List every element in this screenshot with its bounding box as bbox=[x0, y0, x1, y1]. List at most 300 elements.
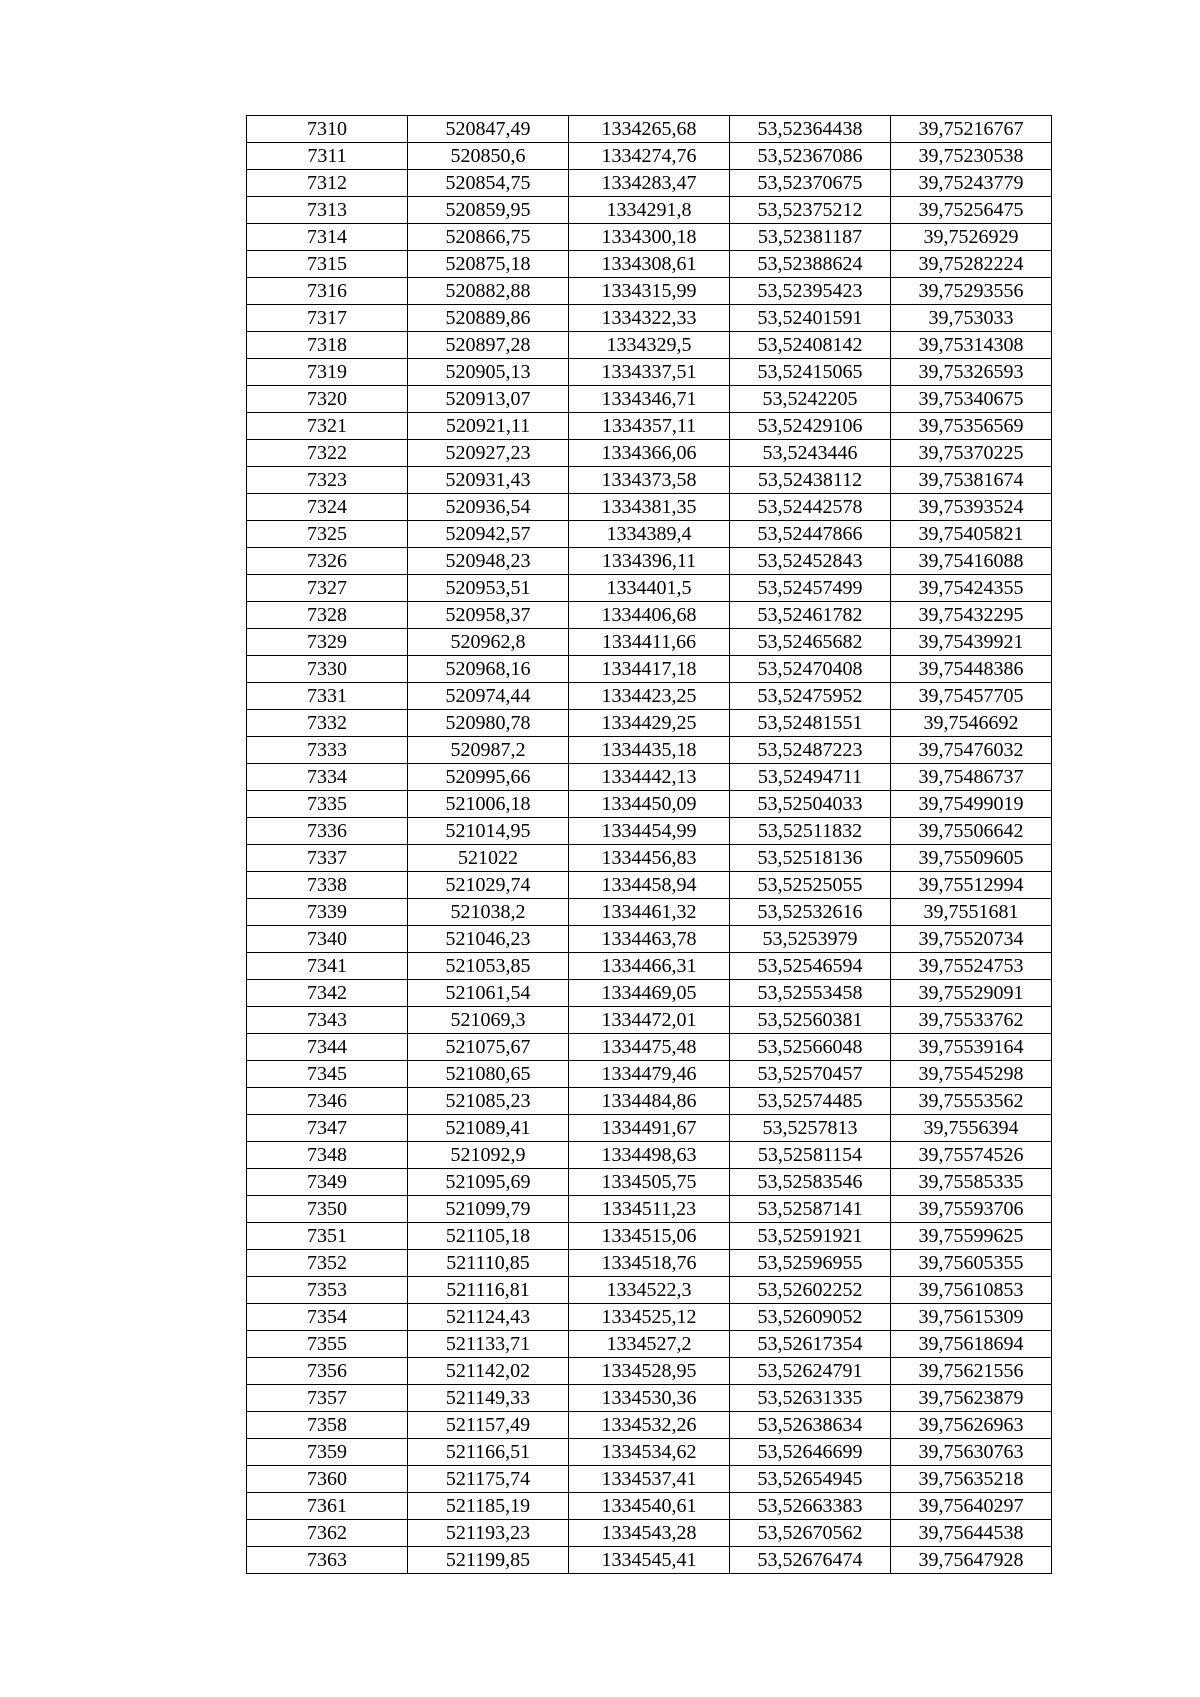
y-coordinate-cell: 1334458,94 bbox=[569, 872, 730, 899]
coordinates-table-body bbox=[247, 116, 1052, 1574]
latitude-cell: 53,52670562 bbox=[730, 1520, 891, 1547]
latitude-cell: 53,52525055 bbox=[730, 872, 891, 899]
latitude-cell: 53,52511832 bbox=[730, 818, 891, 845]
point-number-cell: 7338 bbox=[247, 872, 408, 899]
y-coordinate-cell: 1334528,95 bbox=[569, 1358, 730, 1385]
point-number-cell: 7347 bbox=[247, 1115, 408, 1142]
y-coordinate-cell: 1334454,99 bbox=[569, 818, 730, 845]
point-number-cell: 7328 bbox=[247, 602, 408, 629]
latitude-cell: 53,52609052 bbox=[730, 1304, 891, 1331]
longitude-cell: 39,75393524 bbox=[891, 494, 1052, 521]
y-coordinate-cell: 1334537,41 bbox=[569, 1466, 730, 1493]
y-coordinate-cell: 1334308,61 bbox=[569, 251, 730, 278]
point-number-cell: 7314 bbox=[247, 224, 408, 251]
point-number-cell: 7316 bbox=[247, 278, 408, 305]
x-coordinate-cell: 521092,9 bbox=[408, 1142, 569, 1169]
x-coordinate-cell: 521175,74 bbox=[408, 1466, 569, 1493]
x-coordinate-cell: 520948,23 bbox=[408, 548, 569, 575]
x-coordinate-cell: 520953,51 bbox=[408, 575, 569, 602]
point-number-cell: 7330 bbox=[247, 656, 408, 683]
longitude-cell: 39,75539164 bbox=[891, 1034, 1052, 1061]
table-row bbox=[247, 143, 1052, 170]
latitude-cell: 53,52560381 bbox=[730, 1007, 891, 1034]
y-coordinate-cell: 1334265,68 bbox=[569, 116, 730, 143]
latitude-cell: 53,52447866 bbox=[730, 521, 891, 548]
x-coordinate-cell: 520936,54 bbox=[408, 494, 569, 521]
x-coordinate-cell: 520927,23 bbox=[408, 440, 569, 467]
table-row bbox=[247, 683, 1052, 710]
y-coordinate-cell: 1334472,01 bbox=[569, 1007, 730, 1034]
latitude-cell: 53,52481551 bbox=[730, 710, 891, 737]
point-number-cell: 7353 bbox=[247, 1277, 408, 1304]
x-coordinate-cell: 521089,41 bbox=[408, 1115, 569, 1142]
y-coordinate-cell: 1334461,32 bbox=[569, 899, 730, 926]
longitude-cell: 39,7551681 bbox=[891, 899, 1052, 926]
y-coordinate-cell: 1334484,86 bbox=[569, 1088, 730, 1115]
point-number-cell: 7339 bbox=[247, 899, 408, 926]
y-coordinate-cell: 1334515,06 bbox=[569, 1223, 730, 1250]
x-coordinate-cell: 521069,3 bbox=[408, 1007, 569, 1034]
longitude-cell: 39,75524753 bbox=[891, 953, 1052, 980]
y-coordinate-cell: 1334366,06 bbox=[569, 440, 730, 467]
longitude-cell: 39,75405821 bbox=[891, 521, 1052, 548]
latitude-cell: 53,52470408 bbox=[730, 656, 891, 683]
longitude-cell: 39,75640297 bbox=[891, 1493, 1052, 1520]
latitude-cell: 53,52367086 bbox=[730, 143, 891, 170]
longitude-cell: 39,75216767 bbox=[891, 116, 1052, 143]
y-coordinate-cell: 1334429,25 bbox=[569, 710, 730, 737]
point-number-cell: 7310 bbox=[247, 116, 408, 143]
y-coordinate-cell: 1334442,13 bbox=[569, 764, 730, 791]
latitude-cell: 53,52676474 bbox=[730, 1547, 891, 1574]
y-coordinate-cell: 1334525,12 bbox=[569, 1304, 730, 1331]
x-coordinate-cell: 520850,6 bbox=[408, 143, 569, 170]
x-coordinate-cell: 521006,18 bbox=[408, 791, 569, 818]
point-number-cell: 7329 bbox=[247, 629, 408, 656]
x-coordinate-cell: 520987,2 bbox=[408, 737, 569, 764]
x-coordinate-cell: 521053,85 bbox=[408, 953, 569, 980]
latitude-cell: 53,5253979 bbox=[730, 926, 891, 953]
longitude-cell: 39,75610853 bbox=[891, 1277, 1052, 1304]
table-row bbox=[247, 440, 1052, 467]
y-coordinate-cell: 1334540,61 bbox=[569, 1493, 730, 1520]
point-number-cell: 7336 bbox=[247, 818, 408, 845]
longitude-cell: 39,75476032 bbox=[891, 737, 1052, 764]
y-coordinate-cell: 1334469,05 bbox=[569, 980, 730, 1007]
x-coordinate-cell: 521046,23 bbox=[408, 926, 569, 953]
y-coordinate-cell: 1334475,48 bbox=[569, 1034, 730, 1061]
point-number-cell: 7356 bbox=[247, 1358, 408, 1385]
latitude-cell: 53,52570457 bbox=[730, 1061, 891, 1088]
latitude-cell: 53,52583546 bbox=[730, 1169, 891, 1196]
point-number-cell: 7331 bbox=[247, 683, 408, 710]
latitude-cell: 53,52566048 bbox=[730, 1034, 891, 1061]
table-row bbox=[247, 818, 1052, 845]
y-coordinate-cell: 1334543,28 bbox=[569, 1520, 730, 1547]
y-coordinate-cell: 1334435,18 bbox=[569, 737, 730, 764]
table-row bbox=[247, 764, 1052, 791]
point-number-cell: 7345 bbox=[247, 1061, 408, 1088]
coordinates-table bbox=[246, 115, 1052, 1574]
x-coordinate-cell: 520854,75 bbox=[408, 170, 569, 197]
latitude-cell: 53,52624791 bbox=[730, 1358, 891, 1385]
table-row bbox=[247, 197, 1052, 224]
longitude-cell: 39,75326593 bbox=[891, 359, 1052, 386]
longitude-cell: 39,75618694 bbox=[891, 1331, 1052, 1358]
table-row bbox=[247, 980, 1052, 1007]
x-coordinate-cell: 521061,54 bbox=[408, 980, 569, 1007]
x-coordinate-cell: 521193,23 bbox=[408, 1520, 569, 1547]
longitude-cell: 39,75553562 bbox=[891, 1088, 1052, 1115]
longitude-cell: 39,75439921 bbox=[891, 629, 1052, 656]
x-coordinate-cell: 520847,49 bbox=[408, 116, 569, 143]
x-coordinate-cell: 521157,49 bbox=[408, 1412, 569, 1439]
latitude-cell: 53,52429106 bbox=[730, 413, 891, 440]
x-coordinate-cell: 520897,28 bbox=[408, 332, 569, 359]
point-number-cell: 7350 bbox=[247, 1196, 408, 1223]
y-coordinate-cell: 1334283,47 bbox=[569, 170, 730, 197]
longitude-cell: 39,75512994 bbox=[891, 872, 1052, 899]
x-coordinate-cell: 520889,86 bbox=[408, 305, 569, 332]
y-coordinate-cell: 1334456,83 bbox=[569, 845, 730, 872]
y-coordinate-cell: 1334522,3 bbox=[569, 1277, 730, 1304]
latitude-cell: 53,52452843 bbox=[730, 548, 891, 575]
table-row bbox=[247, 224, 1052, 251]
latitude-cell: 53,52395423 bbox=[730, 278, 891, 305]
x-coordinate-cell: 520866,75 bbox=[408, 224, 569, 251]
table-row bbox=[247, 413, 1052, 440]
point-number-cell: 7323 bbox=[247, 467, 408, 494]
latitude-cell: 53,52574485 bbox=[730, 1088, 891, 1115]
x-coordinate-cell: 521038,2 bbox=[408, 899, 569, 926]
y-coordinate-cell: 1334505,75 bbox=[569, 1169, 730, 1196]
table-row bbox=[247, 1358, 1052, 1385]
latitude-cell: 53,52364438 bbox=[730, 116, 891, 143]
longitude-cell: 39,75520734 bbox=[891, 926, 1052, 953]
table-row bbox=[247, 332, 1052, 359]
table-row bbox=[247, 1547, 1052, 1574]
point-number-cell: 7346 bbox=[247, 1088, 408, 1115]
y-coordinate-cell: 1334530,36 bbox=[569, 1385, 730, 1412]
latitude-cell: 53,52617354 bbox=[730, 1331, 891, 1358]
longitude-cell: 39,75432295 bbox=[891, 602, 1052, 629]
table-row bbox=[247, 1385, 1052, 1412]
latitude-cell: 53,52408142 bbox=[730, 332, 891, 359]
y-coordinate-cell: 1334511,23 bbox=[569, 1196, 730, 1223]
y-coordinate-cell: 1334389,4 bbox=[569, 521, 730, 548]
latitude-cell: 53,52638634 bbox=[730, 1412, 891, 1439]
latitude-cell: 53,52518136 bbox=[730, 845, 891, 872]
latitude-cell: 53,52401591 bbox=[730, 305, 891, 332]
latitude-cell: 53,52663383 bbox=[730, 1493, 891, 1520]
y-coordinate-cell: 1334315,99 bbox=[569, 278, 730, 305]
point-number-cell: 7349 bbox=[247, 1169, 408, 1196]
point-number-cell: 7318 bbox=[247, 332, 408, 359]
table-row bbox=[247, 170, 1052, 197]
table-row bbox=[247, 1007, 1052, 1034]
point-number-cell: 7354 bbox=[247, 1304, 408, 1331]
point-number-cell: 7327 bbox=[247, 575, 408, 602]
longitude-cell: 39,75635218 bbox=[891, 1466, 1052, 1493]
x-coordinate-cell: 520859,95 bbox=[408, 197, 569, 224]
x-coordinate-cell: 521095,69 bbox=[408, 1169, 569, 1196]
table-row bbox=[247, 305, 1052, 332]
y-coordinate-cell: 1334411,66 bbox=[569, 629, 730, 656]
x-coordinate-cell: 520968,16 bbox=[408, 656, 569, 683]
y-coordinate-cell: 1334518,76 bbox=[569, 1250, 730, 1277]
x-coordinate-cell: 520931,43 bbox=[408, 467, 569, 494]
y-coordinate-cell: 1334291,8 bbox=[569, 197, 730, 224]
y-coordinate-cell: 1334527,2 bbox=[569, 1331, 730, 1358]
longitude-cell: 39,75644538 bbox=[891, 1520, 1052, 1547]
latitude-cell: 53,52646699 bbox=[730, 1439, 891, 1466]
latitude-cell: 53,52596955 bbox=[730, 1250, 891, 1277]
x-coordinate-cell: 520905,13 bbox=[408, 359, 569, 386]
longitude-cell: 39,75381674 bbox=[891, 467, 1052, 494]
point-number-cell: 7322 bbox=[247, 440, 408, 467]
table-row bbox=[247, 494, 1052, 521]
y-coordinate-cell: 1334545,41 bbox=[569, 1547, 730, 1574]
table-row bbox=[247, 116, 1052, 143]
longitude-cell: 39,75533762 bbox=[891, 1007, 1052, 1034]
longitude-cell: 39,75499019 bbox=[891, 791, 1052, 818]
y-coordinate-cell: 1334337,51 bbox=[569, 359, 730, 386]
point-number-cell: 7321 bbox=[247, 413, 408, 440]
longitude-cell: 39,75605355 bbox=[891, 1250, 1052, 1277]
latitude-cell: 53,52370675 bbox=[730, 170, 891, 197]
longitude-cell: 39,75529091 bbox=[891, 980, 1052, 1007]
y-coordinate-cell: 1334329,5 bbox=[569, 332, 730, 359]
table-row bbox=[247, 386, 1052, 413]
table-row bbox=[247, 953, 1052, 980]
y-coordinate-cell: 1334373,58 bbox=[569, 467, 730, 494]
point-number-cell: 7320 bbox=[247, 386, 408, 413]
longitude-cell: 39,75486737 bbox=[891, 764, 1052, 791]
longitude-cell: 39,75647928 bbox=[891, 1547, 1052, 1574]
longitude-cell: 39,7556394 bbox=[891, 1115, 1052, 1142]
latitude-cell: 53,52504033 bbox=[730, 791, 891, 818]
y-coordinate-cell: 1334300,18 bbox=[569, 224, 730, 251]
point-number-cell: 7332 bbox=[247, 710, 408, 737]
table-row bbox=[247, 548, 1052, 575]
x-coordinate-cell: 521116,81 bbox=[408, 1277, 569, 1304]
point-number-cell: 7312 bbox=[247, 170, 408, 197]
point-number-cell: 7360 bbox=[247, 1466, 408, 1493]
latitude-cell: 53,52461782 bbox=[730, 602, 891, 629]
longitude-cell: 39,75424355 bbox=[891, 575, 1052, 602]
x-coordinate-cell: 521185,19 bbox=[408, 1493, 569, 1520]
y-coordinate-cell: 1334479,46 bbox=[569, 1061, 730, 1088]
point-number-cell: 7334 bbox=[247, 764, 408, 791]
x-coordinate-cell: 521014,95 bbox=[408, 818, 569, 845]
table-row bbox=[247, 1250, 1052, 1277]
latitude-cell: 53,52487223 bbox=[730, 737, 891, 764]
longitude-cell: 39,75615309 bbox=[891, 1304, 1052, 1331]
x-coordinate-cell: 520974,44 bbox=[408, 683, 569, 710]
longitude-cell: 39,75356569 bbox=[891, 413, 1052, 440]
latitude-cell: 53,52465682 bbox=[730, 629, 891, 656]
y-coordinate-cell: 1334357,11 bbox=[569, 413, 730, 440]
latitude-cell: 53,52654945 bbox=[730, 1466, 891, 1493]
table-row bbox=[247, 737, 1052, 764]
x-coordinate-cell: 520962,8 bbox=[408, 629, 569, 656]
x-coordinate-cell: 521199,85 bbox=[408, 1547, 569, 1574]
table-row bbox=[247, 1196, 1052, 1223]
longitude-cell: 39,75599625 bbox=[891, 1223, 1052, 1250]
table-row bbox=[247, 1466, 1052, 1493]
x-coordinate-cell: 520980,78 bbox=[408, 710, 569, 737]
longitude-cell: 39,75370225 bbox=[891, 440, 1052, 467]
y-coordinate-cell: 1334463,78 bbox=[569, 926, 730, 953]
point-number-cell: 7325 bbox=[247, 521, 408, 548]
x-coordinate-cell: 520882,88 bbox=[408, 278, 569, 305]
x-coordinate-cell: 520995,66 bbox=[408, 764, 569, 791]
latitude-cell: 53,52438112 bbox=[730, 467, 891, 494]
table-row bbox=[247, 656, 1052, 683]
point-number-cell: 7359 bbox=[247, 1439, 408, 1466]
latitude-cell: 53,52457499 bbox=[730, 575, 891, 602]
latitude-cell: 53,52532616 bbox=[730, 899, 891, 926]
point-number-cell: 7315 bbox=[247, 251, 408, 278]
x-coordinate-cell: 521110,85 bbox=[408, 1250, 569, 1277]
point-number-cell: 7337 bbox=[247, 845, 408, 872]
longitude-cell: 39,75506642 bbox=[891, 818, 1052, 845]
point-number-cell: 7313 bbox=[247, 197, 408, 224]
longitude-cell: 39,75230538 bbox=[891, 143, 1052, 170]
latitude-cell: 53,52587141 bbox=[730, 1196, 891, 1223]
longitude-cell: 39,75457705 bbox=[891, 683, 1052, 710]
y-coordinate-cell: 1334450,09 bbox=[569, 791, 730, 818]
x-coordinate-cell: 521142,02 bbox=[408, 1358, 569, 1385]
x-coordinate-cell: 521166,51 bbox=[408, 1439, 569, 1466]
longitude-cell: 39,7526929 bbox=[891, 224, 1052, 251]
y-coordinate-cell: 1334381,35 bbox=[569, 494, 730, 521]
latitude-cell: 53,52553458 bbox=[730, 980, 891, 1007]
x-coordinate-cell: 521099,79 bbox=[408, 1196, 569, 1223]
table-row bbox=[247, 1115, 1052, 1142]
table-row bbox=[247, 629, 1052, 656]
y-coordinate-cell: 1334322,33 bbox=[569, 305, 730, 332]
x-coordinate-cell: 520875,18 bbox=[408, 251, 569, 278]
latitude-cell: 53,52631335 bbox=[730, 1385, 891, 1412]
y-coordinate-cell: 1334396,11 bbox=[569, 548, 730, 575]
longitude-cell: 39,75256475 bbox=[891, 197, 1052, 224]
x-coordinate-cell: 521085,23 bbox=[408, 1088, 569, 1115]
x-coordinate-cell: 521022 bbox=[408, 845, 569, 872]
point-number-cell: 7324 bbox=[247, 494, 408, 521]
y-coordinate-cell: 1334466,31 bbox=[569, 953, 730, 980]
longitude-cell: 39,75509605 bbox=[891, 845, 1052, 872]
table-row bbox=[247, 710, 1052, 737]
longitude-cell: 39,7546692 bbox=[891, 710, 1052, 737]
longitude-cell: 39,75293556 bbox=[891, 278, 1052, 305]
point-number-cell: 7348 bbox=[247, 1142, 408, 1169]
y-coordinate-cell: 1334534,62 bbox=[569, 1439, 730, 1466]
latitude-cell: 53,52591921 bbox=[730, 1223, 891, 1250]
point-number-cell: 7341 bbox=[247, 953, 408, 980]
table-row bbox=[247, 926, 1052, 953]
latitude-cell: 53,5243446 bbox=[730, 440, 891, 467]
x-coordinate-cell: 521080,65 bbox=[408, 1061, 569, 1088]
table-row bbox=[247, 1034, 1052, 1061]
point-number-cell: 7344 bbox=[247, 1034, 408, 1061]
point-number-cell: 7319 bbox=[247, 359, 408, 386]
point-number-cell: 7363 bbox=[247, 1547, 408, 1574]
y-coordinate-cell: 1334417,18 bbox=[569, 656, 730, 683]
x-coordinate-cell: 521149,33 bbox=[408, 1385, 569, 1412]
x-coordinate-cell: 521105,18 bbox=[408, 1223, 569, 1250]
table-row bbox=[247, 359, 1052, 386]
point-number-cell: 7352 bbox=[247, 1250, 408, 1277]
point-number-cell: 7351 bbox=[247, 1223, 408, 1250]
point-number-cell: 7355 bbox=[247, 1331, 408, 1358]
point-number-cell: 7317 bbox=[247, 305, 408, 332]
table-row bbox=[247, 791, 1052, 818]
point-number-cell: 7358 bbox=[247, 1412, 408, 1439]
y-coordinate-cell: 1334401,5 bbox=[569, 575, 730, 602]
point-number-cell: 7362 bbox=[247, 1520, 408, 1547]
point-number-cell: 7335 bbox=[247, 791, 408, 818]
y-coordinate-cell: 1334423,25 bbox=[569, 683, 730, 710]
x-coordinate-cell: 520921,11 bbox=[408, 413, 569, 440]
table-row bbox=[247, 602, 1052, 629]
longitude-cell: 39,75243779 bbox=[891, 170, 1052, 197]
longitude-cell: 39,753033 bbox=[891, 305, 1052, 332]
latitude-cell: 53,52475952 bbox=[730, 683, 891, 710]
table-row bbox=[247, 467, 1052, 494]
x-coordinate-cell: 521075,67 bbox=[408, 1034, 569, 1061]
latitude-cell: 53,52388624 bbox=[730, 251, 891, 278]
point-number-cell: 7326 bbox=[247, 548, 408, 575]
table-row bbox=[247, 1088, 1052, 1115]
longitude-cell: 39,75574526 bbox=[891, 1142, 1052, 1169]
longitude-cell: 39,75448386 bbox=[891, 656, 1052, 683]
point-number-cell: 7343 bbox=[247, 1007, 408, 1034]
y-coordinate-cell: 1334274,76 bbox=[569, 143, 730, 170]
y-coordinate-cell: 1334346,71 bbox=[569, 386, 730, 413]
table-row bbox=[247, 1142, 1052, 1169]
table-row bbox=[247, 1169, 1052, 1196]
table-row bbox=[247, 278, 1052, 305]
latitude-cell: 53,52381187 bbox=[730, 224, 891, 251]
y-coordinate-cell: 1334498,63 bbox=[569, 1142, 730, 1169]
table-row bbox=[247, 1412, 1052, 1439]
latitude-cell: 53,52494711 bbox=[730, 764, 891, 791]
x-coordinate-cell: 520958,37 bbox=[408, 602, 569, 629]
longitude-cell: 39,75282224 bbox=[891, 251, 1052, 278]
point-number-cell: 7333 bbox=[247, 737, 408, 764]
latitude-cell: 53,5257813 bbox=[730, 1115, 891, 1142]
table-row bbox=[247, 251, 1052, 278]
longitude-cell: 39,75314308 bbox=[891, 332, 1052, 359]
x-coordinate-cell: 521133,71 bbox=[408, 1331, 569, 1358]
table-row bbox=[247, 845, 1052, 872]
point-number-cell: 7311 bbox=[247, 143, 408, 170]
table-row bbox=[247, 1223, 1052, 1250]
longitude-cell: 39,75626963 bbox=[891, 1412, 1052, 1439]
longitude-cell: 39,75621556 bbox=[891, 1358, 1052, 1385]
point-number-cell: 7340 bbox=[247, 926, 408, 953]
x-coordinate-cell: 521124,43 bbox=[408, 1304, 569, 1331]
longitude-cell: 39,75623879 bbox=[891, 1385, 1052, 1412]
point-number-cell: 7361 bbox=[247, 1493, 408, 1520]
latitude-cell: 53,52581154 bbox=[730, 1142, 891, 1169]
longitude-cell: 39,75593706 bbox=[891, 1196, 1052, 1223]
table-row bbox=[247, 1061, 1052, 1088]
table-row bbox=[247, 521, 1052, 548]
table-row bbox=[247, 575, 1052, 602]
table-row bbox=[247, 1277, 1052, 1304]
